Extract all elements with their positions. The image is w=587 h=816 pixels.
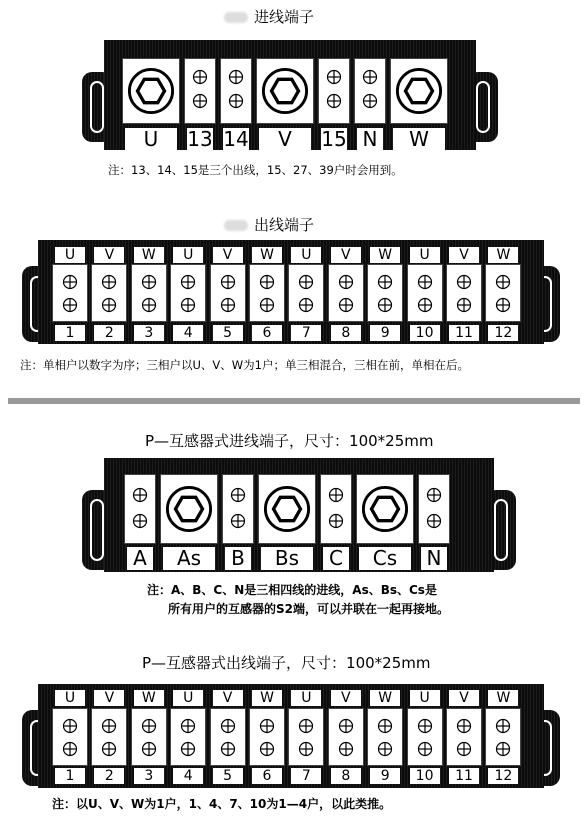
diagram3-note-line1: 注：A、B、C、N是三相四线的进线，As、Bs、Cs是 bbox=[147, 583, 437, 597]
terminal-cell bbox=[367, 708, 403, 766]
screw-icon bbox=[338, 297, 354, 313]
screw-icon bbox=[456, 741, 472, 757]
terminal-label-top: U bbox=[410, 690, 440, 706]
screw-icon bbox=[180, 274, 196, 290]
screw-icon bbox=[426, 487, 442, 503]
terminal-cell bbox=[220, 58, 252, 124]
terminal-cell bbox=[354, 58, 386, 124]
terminal-cell bbox=[91, 264, 127, 322]
terminal-label-top: W bbox=[488, 690, 518, 706]
screw-icon bbox=[192, 93, 208, 109]
terminal-cell bbox=[249, 708, 285, 766]
terminal-label-top: U bbox=[173, 690, 203, 706]
screw-icon bbox=[101, 274, 117, 290]
terminal-label: Cs bbox=[359, 547, 411, 570]
screw-icon bbox=[377, 274, 393, 290]
screw-icon bbox=[298, 718, 314, 734]
terminal-label-bottom: 11 bbox=[449, 768, 479, 784]
screw-icon bbox=[326, 93, 342, 109]
terminal-label-bottom: 5 bbox=[213, 768, 243, 784]
screw-icon bbox=[101, 718, 117, 734]
blurred-logo bbox=[224, 12, 248, 23]
section-divider bbox=[8, 398, 580, 404]
terminal-label-bottom: 10 bbox=[410, 325, 440, 341]
terminal-label-top: V bbox=[213, 690, 243, 706]
terminal-cell bbox=[131, 708, 167, 766]
terminal-cell bbox=[390, 58, 448, 124]
terminal-cell bbox=[184, 58, 216, 124]
terminal-label: As bbox=[163, 547, 215, 570]
screw-icon bbox=[338, 741, 354, 757]
terminal-label-top: V bbox=[331, 690, 361, 706]
diagram4-title: P—互感器式出线端子，尺寸：100*25mm bbox=[142, 654, 431, 672]
screw-icon bbox=[141, 718, 157, 734]
terminal-label: V bbox=[259, 128, 311, 150]
screw-icon bbox=[101, 297, 117, 313]
mounting-slot bbox=[494, 499, 508, 561]
terminal-cell bbox=[210, 708, 246, 766]
terminal-cell bbox=[160, 474, 218, 544]
screw-icon bbox=[220, 297, 236, 313]
terminal-label: 13 bbox=[187, 128, 213, 150]
terminal-label: N bbox=[357, 128, 383, 150]
hex-bolt-icon bbox=[165, 485, 213, 533]
terminal-label-bottom: 10 bbox=[410, 768, 440, 784]
terminal-cell bbox=[407, 264, 443, 322]
terminal-cell bbox=[222, 474, 254, 544]
screw-icon bbox=[228, 93, 244, 109]
hex-bolt-icon bbox=[361, 485, 409, 533]
screw-icon bbox=[180, 718, 196, 734]
terminal-cell bbox=[124, 474, 156, 544]
terminal-label-top: W bbox=[252, 690, 282, 706]
screw-icon bbox=[495, 274, 511, 290]
mounting-slot bbox=[90, 81, 104, 133]
terminal-label-top: V bbox=[213, 247, 243, 263]
terminal-cell bbox=[122, 58, 180, 124]
terminal-label-top: W bbox=[370, 247, 400, 263]
terminal-label-bottom: 11 bbox=[449, 325, 479, 341]
diagram2-title bbox=[224, 214, 314, 235]
terminal-cell bbox=[131, 264, 167, 322]
screw-icon bbox=[495, 741, 511, 757]
screw-icon bbox=[141, 297, 157, 313]
terminal-label-bottom: 4 bbox=[173, 768, 203, 784]
blurred-logo bbox=[224, 220, 248, 231]
terminal-label: U bbox=[125, 128, 177, 150]
terminal-label-top: W bbox=[488, 247, 518, 263]
diagram3-title: P—互感器式进线端子，尺寸：100*25mm bbox=[145, 432, 434, 450]
screw-icon bbox=[417, 274, 433, 290]
terminal-cell bbox=[170, 708, 206, 766]
hex-bolt-icon bbox=[261, 67, 309, 115]
terminal-label-top: W bbox=[134, 247, 164, 263]
diagram4-note: 注：以U、V、W为1户，1、4、7、10为1—4户，以此类推。 bbox=[52, 797, 392, 811]
screw-icon bbox=[495, 718, 511, 734]
terminal-cell bbox=[485, 264, 521, 322]
screw-icon bbox=[417, 741, 433, 757]
terminal-cell bbox=[446, 708, 482, 766]
screw-icon bbox=[192, 69, 208, 85]
hex-bolt-icon bbox=[395, 67, 443, 115]
terminal-label-bottom: 12 bbox=[488, 768, 518, 784]
terminal-label-bottom: 1 bbox=[55, 768, 85, 784]
terminal-cell bbox=[52, 708, 88, 766]
terminal-label: 15 bbox=[321, 128, 347, 150]
screw-icon bbox=[377, 297, 393, 313]
terminal-label-top: V bbox=[94, 247, 124, 263]
terminal-cell bbox=[418, 474, 450, 544]
terminal-cell bbox=[256, 58, 314, 124]
screw-icon bbox=[328, 513, 344, 529]
mounting-slot bbox=[90, 499, 104, 561]
terminal-label-top: W bbox=[252, 247, 282, 263]
screw-icon bbox=[62, 718, 78, 734]
screw-icon bbox=[62, 297, 78, 313]
terminal-cell bbox=[249, 264, 285, 322]
screw-icon bbox=[338, 274, 354, 290]
terminal-label-bottom: 8 bbox=[331, 768, 361, 784]
screw-icon bbox=[228, 69, 244, 85]
terminal-label-bottom: 8 bbox=[331, 325, 361, 341]
screw-icon bbox=[259, 741, 275, 757]
screw-icon bbox=[495, 297, 511, 313]
terminal-label-bottom: 3 bbox=[134, 325, 164, 341]
terminal-label-top: V bbox=[94, 690, 124, 706]
screw-icon bbox=[230, 513, 246, 529]
screw-icon bbox=[220, 741, 236, 757]
screw-icon bbox=[338, 718, 354, 734]
terminal-label-top: U bbox=[173, 247, 203, 263]
screw-icon bbox=[259, 297, 275, 313]
terminal-cell bbox=[91, 708, 127, 766]
screw-icon bbox=[328, 487, 344, 503]
screw-icon bbox=[101, 741, 117, 757]
screw-icon bbox=[377, 718, 393, 734]
terminal-label-bottom: 6 bbox=[252, 325, 282, 341]
screw-icon bbox=[298, 297, 314, 313]
screw-icon bbox=[362, 69, 378, 85]
terminal-label-bottom: 12 bbox=[488, 325, 518, 341]
screw-icon bbox=[377, 741, 393, 757]
terminal-label: 14 bbox=[223, 128, 249, 150]
diagram2-note: 注：单相户以数字为序；三相户以U、V、W为1户；单三相混合，三相在前，单相在后。 bbox=[20, 358, 469, 372]
screw-icon bbox=[132, 513, 148, 529]
terminal-label-bottom: 5 bbox=[213, 325, 243, 341]
terminal-label-bottom: 6 bbox=[252, 768, 282, 784]
terminal-cell bbox=[258, 474, 316, 544]
terminal-label-top: U bbox=[291, 690, 321, 706]
terminal-cell bbox=[328, 264, 364, 322]
screw-icon bbox=[141, 741, 157, 757]
terminal-label-top: W bbox=[134, 690, 164, 706]
screw-icon bbox=[180, 741, 196, 757]
screw-icon bbox=[132, 487, 148, 503]
terminal-cell bbox=[367, 264, 403, 322]
terminal-label-bottom: 2 bbox=[94, 325, 124, 341]
terminal-label-top: W bbox=[370, 690, 400, 706]
diagram1-title-text: 进线端子 bbox=[254, 8, 315, 26]
terminal-cell bbox=[318, 58, 350, 124]
screw-icon bbox=[141, 274, 157, 290]
terminal-label: W bbox=[393, 128, 445, 150]
terminal-cell bbox=[446, 264, 482, 322]
screw-icon bbox=[456, 718, 472, 734]
terminal-label-top: U bbox=[410, 247, 440, 263]
terminal-label-bottom: 7 bbox=[291, 768, 321, 784]
terminal-label-bottom: 9 bbox=[370, 768, 400, 784]
terminal-cell bbox=[407, 708, 443, 766]
terminal-label-top: U bbox=[55, 690, 85, 706]
terminal-label-top: V bbox=[331, 247, 361, 263]
terminal-label-top: U bbox=[291, 247, 321, 263]
terminal-cell bbox=[356, 474, 414, 544]
terminal-label: C bbox=[323, 547, 349, 570]
diagram1-note: 注：13、14、15是三个出线，15、27、39户时会用到。 bbox=[108, 163, 403, 177]
hex-bolt-icon bbox=[127, 67, 175, 115]
screw-icon bbox=[220, 274, 236, 290]
terminal-cell bbox=[170, 264, 206, 322]
terminal-label-bottom: 1 bbox=[55, 325, 85, 341]
terminal-cell bbox=[288, 264, 324, 322]
screw-icon bbox=[298, 274, 314, 290]
screw-icon bbox=[298, 741, 314, 757]
terminal-cell bbox=[328, 708, 364, 766]
screw-icon bbox=[62, 274, 78, 290]
screw-icon bbox=[456, 274, 472, 290]
screw-icon bbox=[259, 274, 275, 290]
terminal-cell bbox=[52, 264, 88, 322]
terminal-label-top: V bbox=[449, 690, 479, 706]
diagram3-note-line2: 所有用户的互感器的S2端，可以并联在一起再接地。 bbox=[168, 602, 449, 616]
screw-icon bbox=[220, 718, 236, 734]
terminal-label: B bbox=[225, 547, 251, 570]
terminal-label-bottom: 4 bbox=[173, 325, 203, 341]
terminal-label-bottom: 7 bbox=[291, 325, 321, 341]
terminal-label: Bs bbox=[261, 547, 313, 570]
terminal-cell bbox=[210, 264, 246, 322]
terminal-label-top: U bbox=[55, 247, 85, 263]
screw-icon bbox=[62, 741, 78, 757]
terminal-cell bbox=[288, 708, 324, 766]
screw-icon bbox=[326, 69, 342, 85]
terminal-cell bbox=[320, 474, 352, 544]
terminal-label: A bbox=[127, 547, 153, 570]
terminal-label-bottom: 2 bbox=[94, 768, 124, 784]
screw-icon bbox=[456, 297, 472, 313]
screw-icon bbox=[259, 718, 275, 734]
screw-icon bbox=[417, 297, 433, 313]
screw-icon bbox=[362, 93, 378, 109]
terminal-label-bottom: 9 bbox=[370, 325, 400, 341]
hex-bolt-icon bbox=[263, 485, 311, 533]
screw-icon bbox=[230, 487, 246, 503]
diagram1-title bbox=[224, 6, 314, 27]
screw-icon bbox=[180, 297, 196, 313]
terminal-cell bbox=[485, 708, 521, 766]
screw-icon bbox=[426, 513, 442, 529]
terminal-label-bottom: 3 bbox=[134, 768, 164, 784]
terminal-label-top: V bbox=[449, 247, 479, 263]
diagram2-title-text: 出线端子 bbox=[254, 216, 315, 234]
mounting-slot bbox=[476, 81, 490, 133]
screw-icon bbox=[417, 718, 433, 734]
terminal-label: N bbox=[421, 547, 447, 570]
